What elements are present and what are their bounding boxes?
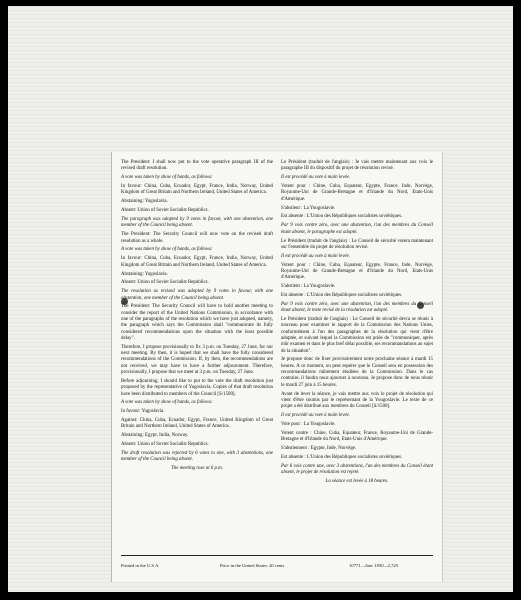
paragraph: Against: China, Cuba, Ecuador, Egypt, France, United Kingdom of Great Britain and Northern Ireland, United States of America. (121, 418, 273, 430)
paragraph: A vote was taken by show of hands, as follows: (121, 247, 213, 253)
paragraph: Le Président (traduit de l'anglais) : Je vais mettre maintenant aux voix le paragraphe III du dispositif du projet de résolution revisé. (281, 160, 433, 172)
paragraph: The President: The Security Council will now vote on the revised draft resolution as a whole. (121, 232, 273, 244)
paragraph: Abstaining: Egypt, India, Norway. (121, 433, 189, 439)
paragraph: Avant de lever la séance, je vais mettre aux voix le projet de résolution qui vient d'être soumis par le représentant de la Yougoslavie. Le texte de ce projet a été distribué aux membres du Conseil [S/1500]. (281, 391, 433, 410)
paragraph: Je propose donc de fixer provisoirement notre prochaine séance à mardi 15 heures. A ce moment, on peut espérer que le Conseil sera en possession des recommandations mûrement étudiées de la Commission. Dans le cas contraire, il faudra nous ajourner à nouveau. Je propose donc de nous réunir le mardi 27 juin à 15 heures. (281, 357, 433, 388)
paragraph: Est absente : L'Union des Républiques socialistes soviétiques. (281, 454, 403, 460)
french-column (281, 160, 433, 488)
print-code: 10771—June 1950—2,725 (349, 563, 398, 568)
paragraph: The resolution as revised was adopted by 9 votes in favour, with one abstention, one member of the Council being absent. (121, 289, 273, 301)
paragraph: Par 9 voix contre zéro, avec une abstention, l'un des membres du Conseil étant absent, le paragraphe est adopté. (281, 223, 433, 235)
paragraph: The draft resolution was rejected by 6 votes to one, with 3 abstentions, one member of the Council being absent. (121, 451, 273, 463)
paragraph: In favour: China, Cuba, Ecuador, Egypt, France, India, Norway, United Kingdom of Great Britain and Northern Ireland, United States of America. (121, 184, 273, 196)
paragraph: Par 6 voix contre une, avec 3 abstentions, l'un des membres du Conseil étant absent, le projet de résolution est rejeté. (281, 463, 433, 476)
paragraph: Votent pour : Chine, Cuba, Equateur, Egypte, France, Inde, Norvège, Royaume-Uni de Grande-Bretagne et d'Irlande du Nord, Etats-Unis d'Amérique. (281, 184, 433, 202)
paragraph: The President: The Security Council will have to hold another meeting to consider the report of the United Nations Commission, in accordance with one of the paragraphs of the resolution which we have just adopted, namely, the paragraph which says the Commission shall "communicate its fully considered recommendations upon the situation with the least possible delay". (121, 304, 273, 341)
paragraph: Abstaining: Yugoslavia. (121, 271, 168, 277)
paragraph: A vote was taken by show of hands, as follows: (121, 175, 213, 181)
paragraph: Abstaining: Yugoslavia. (121, 199, 168, 205)
scanned-sheet (8, 6, 513, 592)
paragraph: Before adjourning, I should like to put to the vote the draft resolution just proposed by the representative of Yugoslavia. Copies of that draft resolution have been distributed to members of the Council [S/1500]. (121, 378, 273, 397)
printed-note: Printed in the U.S.A. (121, 563, 160, 568)
paragraph: In favour: China, Cuba, Ecuador, Egypt, France, India, Norway, United Kingdom of Great Britain and Northern Ireland, United States of America. (121, 256, 273, 268)
paragraph: Il est procédé au vote à main levée. (281, 413, 351, 418)
paragraph: The meeting rose at 6 p.m. (171, 466, 223, 472)
paragraph: Votent contre : Chine, Cuba, Equateur, France, Royaume-Uni de Grande-Bretagne et d'Irlande du Nord, Etats-Unis d'Amérique. (281, 430, 433, 443)
paragraph: La séance est levée à 18 heures. (325, 478, 389, 484)
price-note: Price in the United States: 20 cents (220, 563, 285, 568)
paragraph: Est absente : L'Union des Républiques socialistes soviétiques. (281, 292, 403, 298)
paragraph: In favour: Yugoslavia. (121, 409, 165, 415)
paragraph: Il est procédé au vote à main levée. (281, 253, 351, 259)
paragraph: Il est procédé au vote à main levée. (281, 175, 351, 181)
paragraph: The paragraph was adopted by 9 votes in favour, with one abstention, one member of the Council being absent. (121, 217, 273, 229)
paragraph: Est absente : L'Union des Républiques socialistes soviétiques. (281, 214, 403, 220)
paragraph: Votent pour : Chine, Cuba, Equateur, Egypte, France, Inde, Norvège, Royaume-Uni de Grande-Bretagne et d'Irlande du Nord, Etats-Unis d'Amérique. (281, 262, 433, 281)
paragraph: S'abstient : La Yougoslavie. (281, 205, 336, 211)
english-column (121, 160, 273, 475)
paragraph: Le Président (traduit de l'anglais) : Le Conseil de sécurité devra se réunir à nouveau pour examiner le rapport de la Commission des Nations Unies, conformément à l'un des paragraphes de la résolution qui vient d'être adoptée, et suivant lequel la Commission est priée de "communiquer, après mûr examen et dans le plus bref délai possible, ses recommandations au sujet de la situation". (281, 317, 433, 354)
paragraph: S'abstient : La Yougoslavie. (281, 284, 336, 290)
paragraph: Absent: Union of Soviet Socialist Republics. (121, 280, 209, 286)
paragraph: Par 9 voix contre zéro, avec une abstention, l'un des membres du Conseil étant absent, le texte revisé de la résolution est adopté. (281, 301, 433, 314)
paragraph: Absent: Union of Soviet Socialist Republics. (121, 208, 209, 214)
paragraph: Vote pour : La Yougoslavie. (281, 421, 336, 427)
paragraph: A vote was taken by show of hands, as follows: (121, 400, 213, 406)
paragraph: Absent: Union of Soviet Socialist Republics. (121, 442, 209, 448)
paragraph: The President: I shall now put to the vote operative paragraph III of the revised draft resolution. (121, 160, 273, 172)
footer-rule (121, 555, 433, 556)
paragraph: Le Président (traduit de l'anglais) : Le Conseil de sécurité votera maintenant sur l'ensemble du projet de résolution revisé. (281, 238, 433, 250)
paragraph: S'abstiennent : Egypte, Inde, Norvège. (281, 445, 357, 451)
paragraph: Therefore, I propose provisionally to fix 3 p.m. on Tuesday, 27 June, for our next meeting. By then, it is hoped that we shall have the fully considered recommendations of the Commission. If, by then, the recommendations are not received, we may have to have a further adjournment. Therefore, provisionally, I propose that we meet at 3 p.m. on Tuesday, 27 June. (121, 344, 273, 376)
document-page (111, 152, 443, 582)
